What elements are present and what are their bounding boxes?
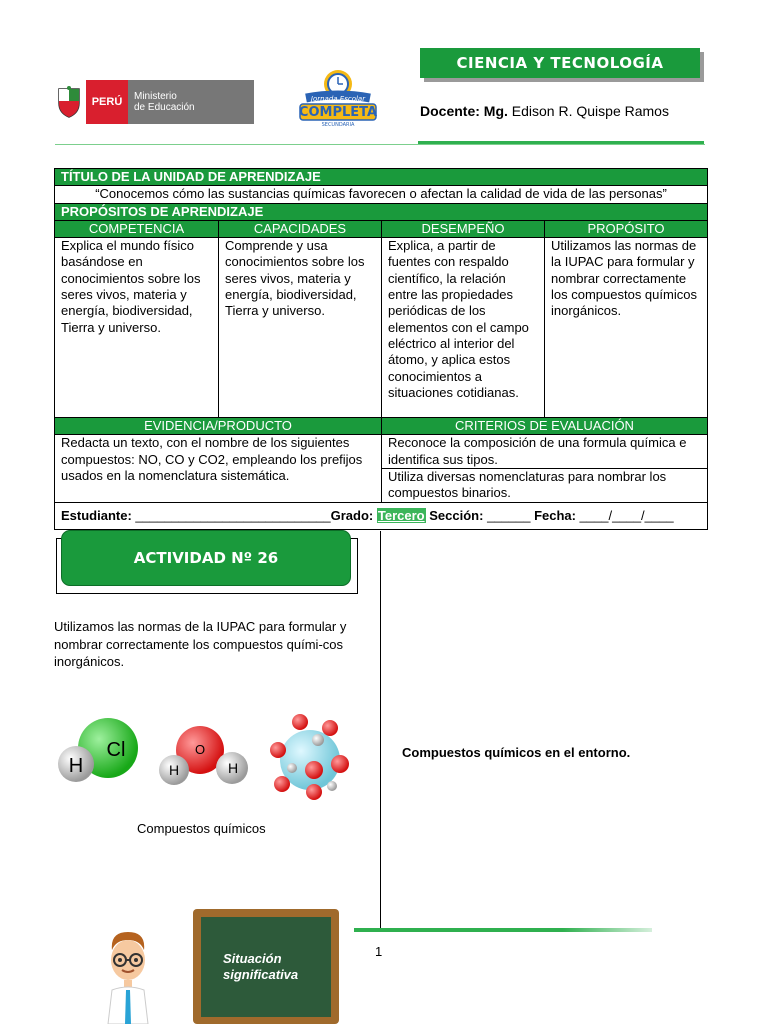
section-heading: Compuestos químicos en el entorno. [402, 745, 631, 760]
unit-title: “Conocemos cómo las sustancias químicas favorecen o afectan la calidad de vida de las personas” [55, 186, 708, 203]
footer-divider [354, 928, 652, 932]
unit-title-header: TÍTULO DE LA UNIDAD DE APRENDIZAJE [55, 169, 708, 186]
section-label: Sección: [429, 507, 484, 523]
column-header-capacidades: CAPACIDADES [219, 220, 382, 237]
jornada-escolar-logo [296, 64, 380, 128]
ministry-label [128, 80, 254, 124]
header-divider-thin [55, 144, 705, 145]
teacher-label: Docente: Mg. [420, 103, 508, 119]
teacher-info [420, 103, 669, 119]
grade-value: Tercero [377, 507, 425, 523]
peru-shield-icon [52, 80, 86, 124]
svg-text:SECUNDARIA: SECUNDARIA [321, 122, 355, 128]
student-row [55, 502, 708, 529]
evidencia-cell: Redacta un texto, con el nombre de los siguientes compuestos: NO, CO y CO2, empleando los prefijos usados en la nomenclatura sistemática. [55, 435, 382, 502]
svg-text:H: H [68, 755, 84, 777]
learning-unit-table [54, 168, 708, 530]
chalkboard-text-line-1: Situación [223, 951, 282, 966]
student-field[interactable]: ___________________________ [135, 507, 331, 523]
ministry-line-2: de Educación [134, 102, 195, 113]
svg-text:COMPLETA: COMPLETA [298, 105, 378, 120]
evidencia-header: EVIDENCIA/PRODUCTO [55, 418, 382, 435]
grade-label: Grado: [330, 507, 374, 523]
criterios-header: CRITERIOS DE EVALUACIÓN [382, 418, 708, 435]
chalkboard-icon [193, 909, 339, 1024]
desempeno-cell: Explica, a partir de fuentes con respaldo científico, la relación entre las propiedades periódicas de los elementos con el campo eléctrico al interior del átomo, y aplica estos conocimientos a situaciones cotidianas. [382, 238, 545, 418]
molecules-caption: Compuestos químicos [137, 821, 266, 836]
capacidades-cell: Comprende y usa conocimientos sobre los seres vivos, materia y energía, biodiversidad, Tierra y universo. [219, 238, 382, 418]
svg-text:Jornada Escolar: Jornada Escolar [310, 95, 366, 103]
column-divider [380, 531, 381, 931]
teacher-name: Edison R. Quispe Ramos [511, 103, 669, 119]
purposes-header: PROPÓSITOS DE APRENDIZAJE [55, 203, 708, 220]
hcl-molecule-icon [58, 718, 138, 782]
organic-molecule-icon [270, 714, 349, 800]
svg-text:Cl: Cl [106, 739, 126, 761]
column-header-proposito: PROPÓSITO [545, 220, 708, 237]
section-field[interactable]: ______ [487, 507, 531, 523]
water-molecule-icon [159, 726, 248, 785]
ministry-line-1: Ministerio [134, 91, 177, 102]
criterio-1: Reconoce la composición de una formula química e identifica sus tipos. [382, 435, 708, 469]
svg-text:H: H [168, 762, 180, 778]
chalkboard-text [223, 951, 298, 983]
svg-text:H: H [227, 760, 239, 776]
criterio-2: Utiliza diversas nomenclaturas para nombrar los compuestos binarios. [382, 469, 708, 503]
ministry-logo [52, 80, 254, 124]
competencia-cell: Explica el mundo físico basándose en conocimientos sobre los seres vivos, materia y energía, biodiversidad, Tierra y universo. [55, 238, 219, 418]
activity-purpose: Utilizamos las normas de la IUPAC para formular y nombrar correctamente los compuestos quími-cos inorgánicos. [54, 619, 347, 669]
proposito-cell: Utilizamos las normas de la IUPAC para formular y nombrar correctamente los compuestos químicos inorgánicos. [545, 238, 708, 418]
activity-title: ACTIVIDAD Nº 26 [61, 530, 351, 586]
peru-label: PERÚ [86, 80, 128, 124]
molecules-illustration [56, 712, 356, 804]
page-number: 1 [375, 944, 383, 959]
date-field[interactable]: ____/____/____ [579, 507, 674, 523]
chalkboard-text-line-2: significativa [223, 967, 299, 982]
date-label: Fecha: [534, 507, 576, 523]
student-label: Estudiante: [61, 507, 132, 523]
svg-text:O: O [194, 742, 206, 757]
teacher-avatar-icon [100, 928, 156, 1024]
subject-banner: CIENCIA Y TECNOLOGÍA [420, 48, 700, 78]
column-header-competencia: COMPETENCIA [55, 220, 219, 237]
column-header-desempeno: DESEMPEÑO [382, 220, 545, 237]
